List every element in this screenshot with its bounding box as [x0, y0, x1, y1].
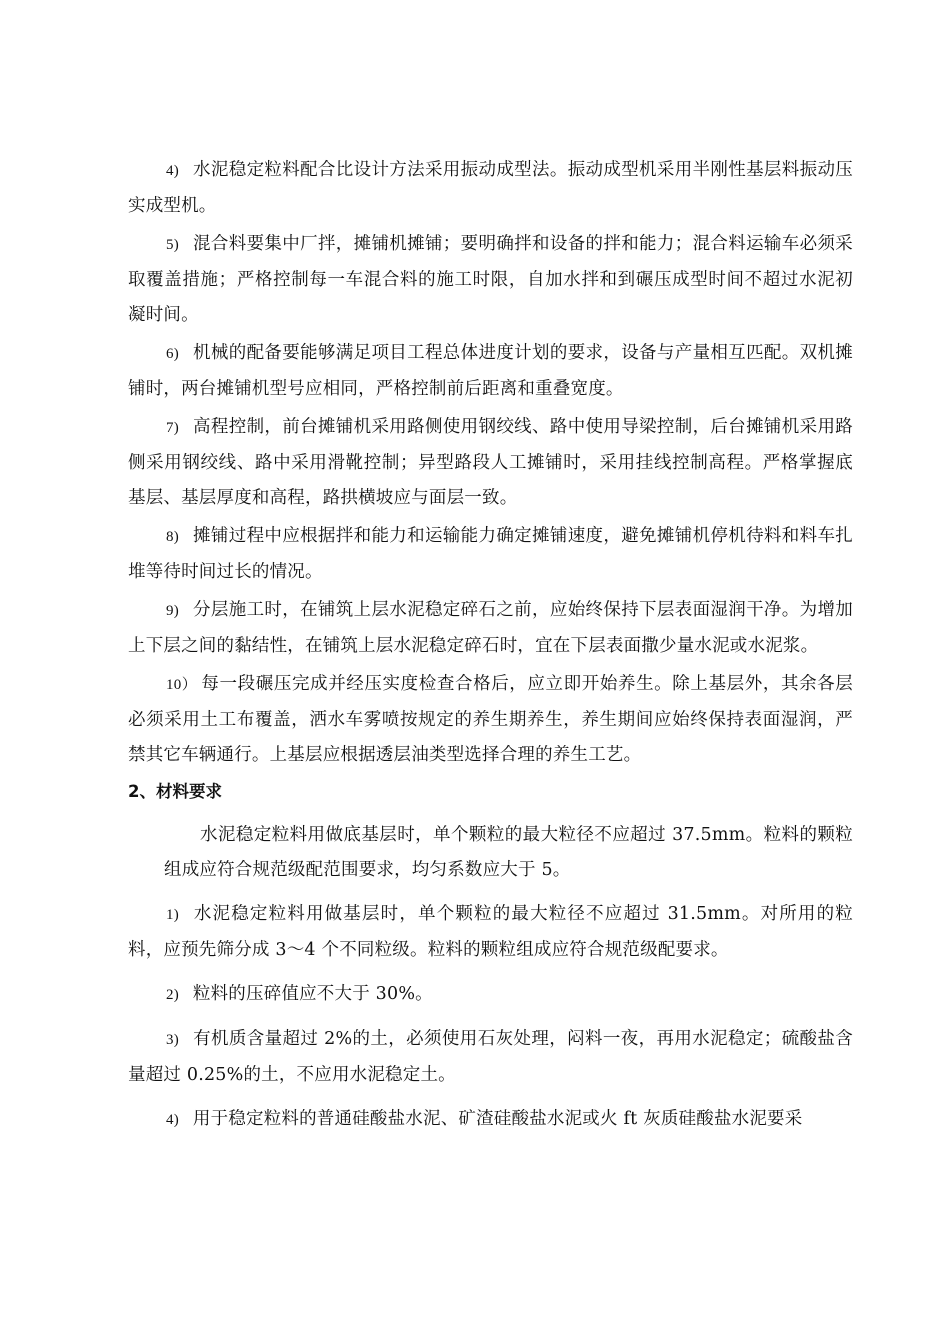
list-item [128, 593, 853, 664]
list-item [128, 153, 853, 224]
list-item [128, 519, 853, 590]
item-number: 9) [166, 603, 179, 619]
list-item [128, 977, 853, 1013]
item-number: 4) [166, 163, 179, 179]
item-text: 每一段碾压完成并经压实度检查合格后，应立即开始养生。除上基层外，其余各层必须采用土工布覆盖，洒水车雾喷按规定的养生期养生，养生期间应始终保持表面湿润，严禁其它车辆通行。上基层应根据透层油类型选择合理的养生工艺。 [128, 674, 853, 765]
item-number: 8) [166, 529, 179, 545]
item-number: 10） [166, 677, 198, 693]
intro-paragraph: 水泥稳定粒料用做底基层时，单个颗粒的最大粒径不应超过 37.5mm。粒料的颗粒组成应符合规范级配范围要求，均匀系数应大于 5。 [164, 825, 853, 880]
section-heading: 2、材料要求 [128, 782, 222, 801]
item-text: 水泥稳定粒料配合比设计方法采用振动成型法。振动成型机采用半刚性基层料振动压实成型机。 [128, 160, 853, 216]
item-number: 4) [166, 1112, 179, 1128]
item-number: 7) [166, 420, 179, 436]
item-text: 分层施工时，在铺筑上层水泥稳定碎石之前，应始终保持下层表面湿润干净。为增加上下层之间的黏结性，在铺筑上层水泥稳定碎石时，宜在下层表面撒少量水泥或水泥浆。 [128, 600, 853, 656]
item-number: 3) [166, 1032, 179, 1048]
item-text: 水泥稳定粒料用做基层时，单个颗粒的最大粒径不应超过 31.5mm。对所用的粒料，应预先筛分成 3～4 个不同粒级。粒料的颗粒组成应符合规范级配要求。 [128, 904, 853, 960]
document-body [128, 153, 853, 1147]
list-item [128, 667, 853, 773]
list-item [128, 1102, 853, 1138]
item-text: 有机质含量超过 2%的土，必须使用石灰处理，闷料一夜，再用水泥稳定；硫酸盐含量超过 0.25%的土，不应用水泥稳定土。 [128, 1029, 853, 1085]
item-text: 高程控制，前台摊铺机采用路侧使用钢绞线、路中使用导梁控制，后台摊铺机采用路侧采用钢绞线、路中采用滑靴控制；异型路段人工摊铺时，采用挂线控制高程。严格掌握底基层、基层厚度和高程，路拱横坡应与面层一致。 [128, 417, 853, 508]
list-item [128, 897, 853, 968]
item-text: 粒料的压碎值应不大于 30%。 [192, 984, 433, 1004]
list-item [128, 227, 853, 333]
item-text: 混合料要集中厂拌，摊铺机摊铺；要明确拌和设备的拌和能力；混合料运输车必须采取覆盖措施；严格控制每一车混合料的施工时限，自加水拌和到碾压成型时间不超过水泥初凝时间。 [128, 234, 853, 325]
item-text: 摊铺过程中应根据拌和能力和运输能力确定摊铺速度，避免摊铺机停机待料和料车扎堆等待时间过长的情况。 [128, 526, 853, 582]
item-number: 6) [166, 346, 179, 362]
item-text: 机械的配备要能够满足项目工程总体进度计划的要求，设备与产量相互匹配。双机摊铺时，两台摊铺机型号应相同，严格控制前后距离和重叠宽度。 [128, 343, 853, 399]
item-number: 1) [166, 907, 179, 923]
item-text: 用于稳定粒料的普通硅酸盐水泥、矿渣硅酸盐水泥或火 ft 灰质硅酸盐水泥要采 [192, 1109, 803, 1129]
list-item [128, 336, 853, 407]
list-item [128, 410, 853, 516]
item-number: 2) [166, 987, 179, 1003]
list-item [128, 1022, 853, 1093]
item-number: 5) [166, 237, 179, 253]
